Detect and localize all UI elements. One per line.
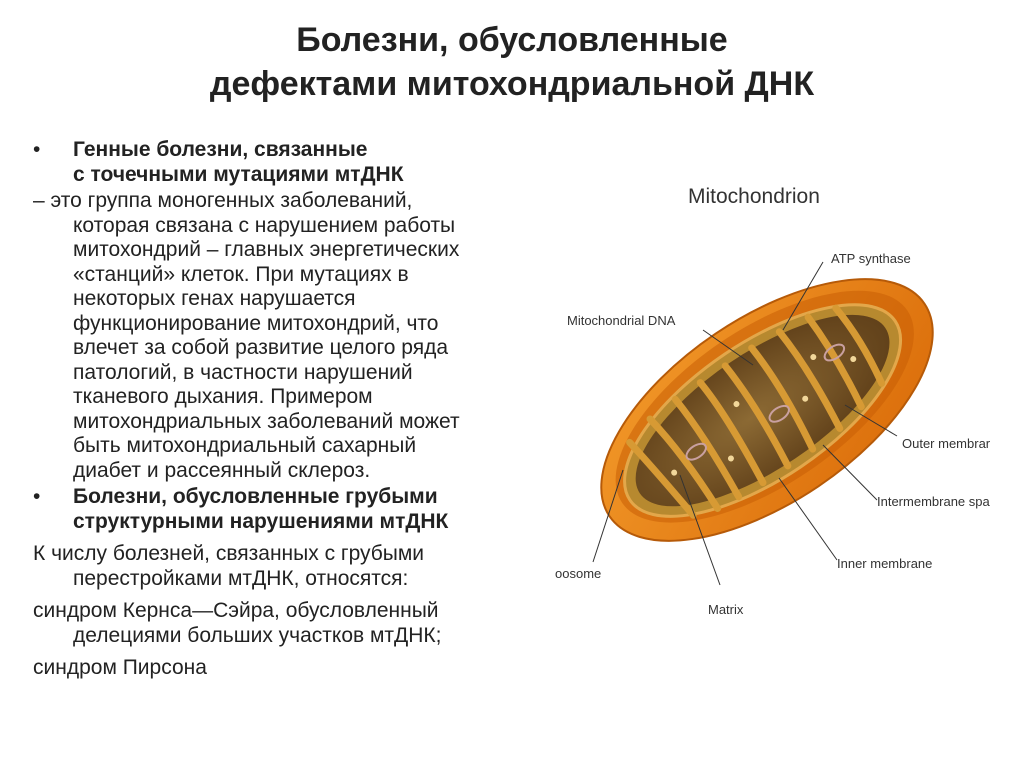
body-line: митохондриальных заболеваний может [73,409,460,433]
text-column [33,138,553,681]
label-ribosome: oosome [555,566,602,581]
label-matrix: Matrix [708,602,744,617]
heading-2-line-1: Болезни, обусловленные грубыми [73,485,438,508]
section-1-body [33,189,553,483]
bullet-marker: • [33,138,41,161]
section-2-para-2 [33,599,553,648]
para-line: делециями больших участков мтДНК; [73,623,442,647]
slide-title [0,18,1024,106]
title-line-1: Болезни, обусловленные [296,21,728,59]
bullet-heading-2 [33,485,553,534]
bullet-heading-1 [33,138,553,187]
para-line: К числу болезней, связанных с грубыми [33,542,425,565]
heading-2-line-2: структурными нарушениями мтДНК [73,509,449,533]
body-line: быть митохондриальный сахарный [73,434,417,457]
bullet-marker: • [33,485,41,508]
label-inner-membrane: Inner membrane [837,556,933,571]
section-2-para-1 [33,542,553,591]
title-line-2: дефектами митохондриальной ДНК [209,65,815,103]
label-intermembrane-space: Intermembrane spa [877,494,990,509]
para-line: синдром Пирсона [33,656,207,679]
body-line: диабет и рассеянный склероз. [73,458,371,482]
body-line: которая связана с нарушением работы [73,213,456,237]
diagram-title: Mitochondrion [688,185,820,208]
heading-1-line-2: с точечными мутациями мтДНК [73,162,404,186]
para-line: синдром Кернса—Сэйра, обусловленный [33,599,439,622]
body-line: тканевого дыхания. Примером [73,385,373,408]
body-line: митохондрий – главных энергетических [73,238,460,261]
mitochondrion-body [558,227,976,592]
heading-1-line-1: Генные болезни, связанные [73,138,368,161]
body-line: влечет за собой развитие целого ряда [73,336,449,359]
label-atp-synthase: ATP synthase [831,251,911,266]
body-line: функционирование митохондрий, что [73,311,439,335]
body-line: некоторых генах нарушается [73,287,356,310]
label-mitochondrial-dna: Mitochondrial DNA [567,313,676,328]
para-line: перестройками мтДНК, относятся: [73,566,409,590]
label-outer-membrane: Outer membrar [902,436,991,451]
body-line: – это группа моногенных заболеваний, [33,189,413,212]
body-line: патологий, в частности нарушений [73,360,413,384]
mitochondrion-diagram [555,160,1024,630]
section-2-para-3 [33,656,553,681]
body-line: «станций» клеток. При мутациях в [73,262,409,286]
